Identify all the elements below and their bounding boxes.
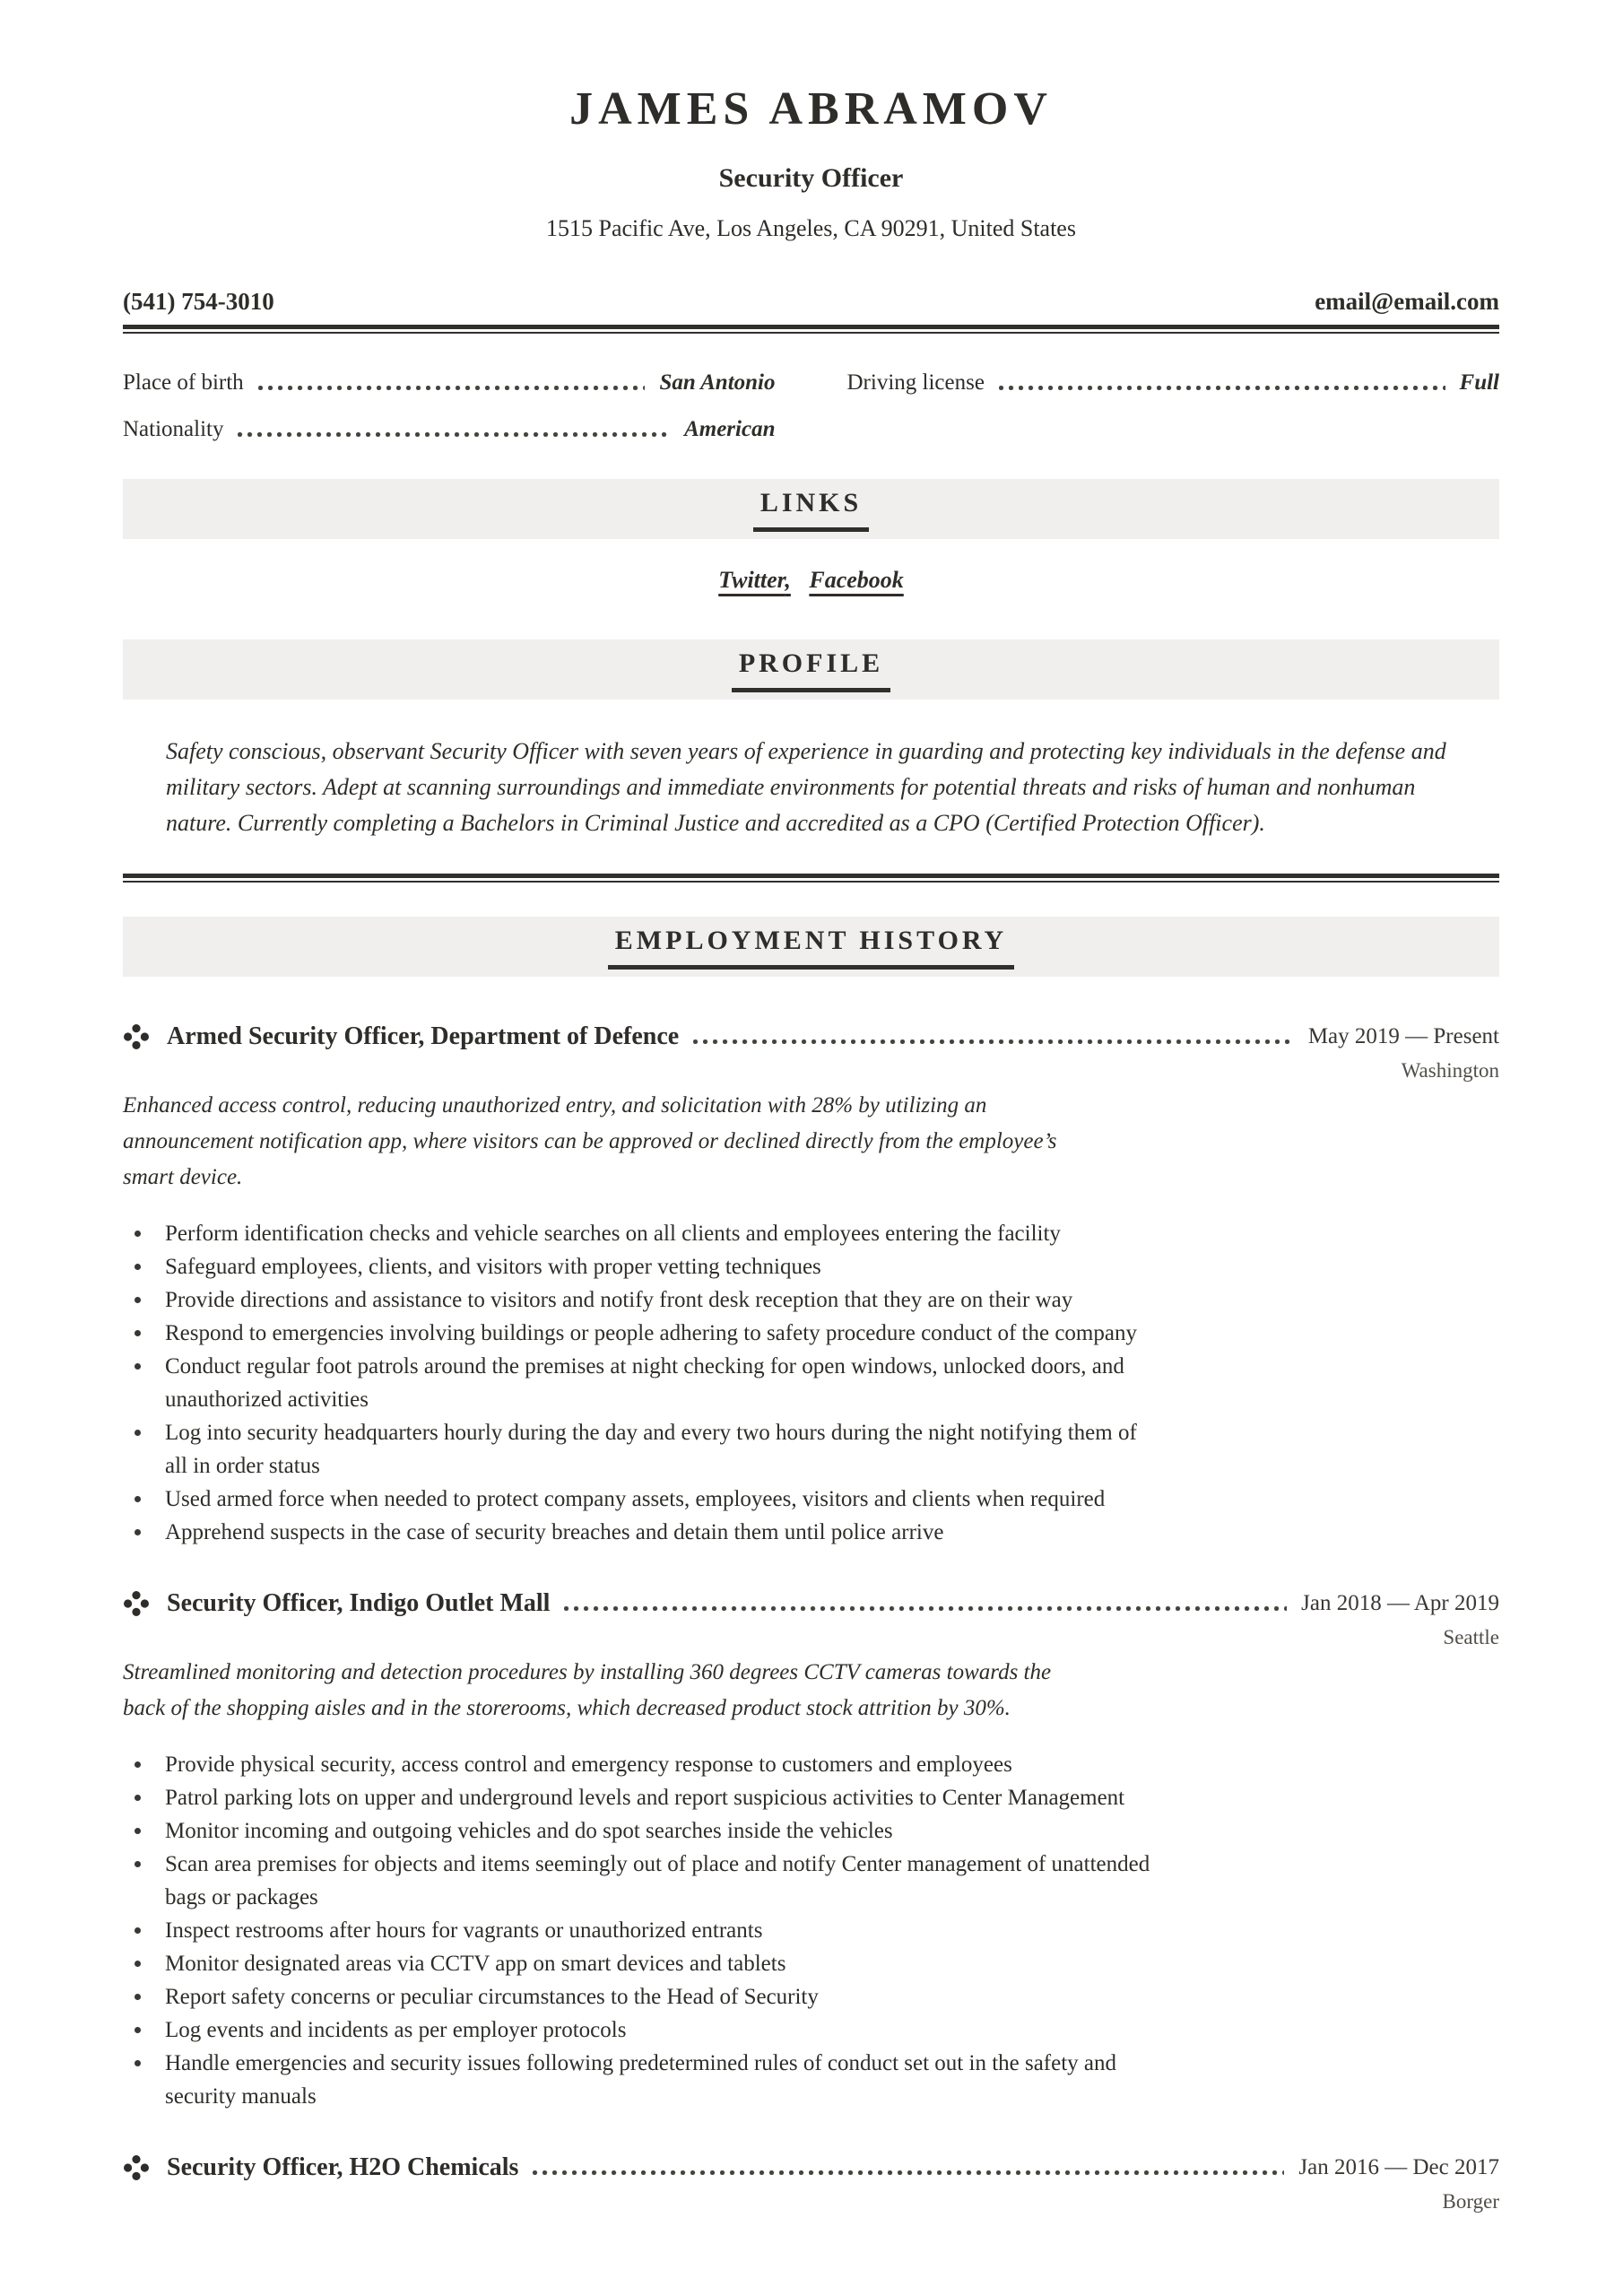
bullet-item: Monitor designated areas via CCTV app on smart devices and tablets <box>123 1947 1160 1980</box>
clover-icon <box>123 2154 150 2181</box>
dotted-leader <box>564 1606 1287 1611</box>
phone-number: (541) 754-3010 <box>123 288 274 315</box>
profile-section-band <box>123 639 1499 700</box>
job-location: Seattle <box>1443 1626 1499 1648</box>
bullet-item: Monitor incoming and outgoing vehicles and do spot searches inside the vehicles <box>123 1814 1160 1848</box>
dotted-leader <box>999 386 1445 390</box>
job-head <box>123 1022 1499 1052</box>
bullet-item: Provide physical security, access control and emergency response to customers and employees <box>123 1748 1160 1781</box>
detail-value: Full <box>1459 370 1499 395</box>
job-bullets <box>123 1748 1499 2113</box>
detail-label: Place of birth <box>123 370 244 395</box>
email-address: email@email.com <box>1315 288 1499 315</box>
profile-divider <box>123 874 1499 883</box>
job-location: Borger <box>1442 2190 1499 2213</box>
candidate-name: JAMES ABRAMOV <box>569 83 1053 135</box>
bullet-item: Patrol parking lots on upper and underground levels and report suspicious activities to Center Management <box>123 1781 1160 1814</box>
links-heading: LINKS <box>753 487 869 532</box>
job-summary: Streamlined monitoring and detection procedures by installing 360 degrees CCTV cameras towards the back of the shopping aisles and in the storerooms, which decreased product stock attrition by 30%. <box>123 1660 1052 1720</box>
job-dates: Jan 2018 — Apr 2019 <box>1301 1591 1499 1615</box>
detail-row <box>123 370 776 396</box>
job-dates: Jan 2016 — Dec 2017 <box>1298 2155 1499 2179</box>
candidate-job-title: Security Officer <box>718 163 904 193</box>
detail-label: Driving license <box>846 370 985 395</box>
detail-row <box>847 370 1500 396</box>
links-section-band <box>123 479 1499 539</box>
profile-text: Safety conscious, observant Security Officer with seven years of experience in guarding and protecting key individuals in the defense and military sectors. Adept at scanning surroundings and immediate environments for potential threats and risks of human and nonhuman nature. Currently completing a Bachelors in Criminal Justice and accredited as a CPO (Certified Protection Officer). <box>166 738 1446 836</box>
profile-heading: PROFILE <box>732 648 890 692</box>
job-entry <box>123 1588 1499 2113</box>
job-bullets <box>123 1217 1499 1549</box>
clover-icon <box>123 1590 150 1617</box>
external-link[interactable]: Twitter , <box>718 567 791 593</box>
job-title: Security Officer, Indigo Outlet Mall <box>167 1589 551 1617</box>
employment-heading: EMPLOYMENT HISTORY <box>608 925 1014 970</box>
bullet-item: Conduct regular foot patrols around the premises at night checking for open windows, unlocked doors, and unauthorized activities <box>123 1350 1160 1416</box>
bullet-item: Log events and incidents as per employer protocols <box>123 2013 1160 2047</box>
dotted-leader <box>258 386 646 390</box>
bullet-item: Perform identification checks and vehicle searches on all clients and employees entering the facility <box>123 1217 1160 1250</box>
dotted-leader <box>693 1039 1294 1044</box>
job-title: Armed Security Officer, Department of Defence <box>167 1022 680 1050</box>
address-line: 1515 Pacific Ave, Los Angeles, CA 90291, United States <box>546 215 1076 241</box>
bullet-item: Apprehend suspects in the case of security breaches and detain them until police arrive <box>123 1516 1160 1549</box>
detail-label: Nationality <box>123 417 224 441</box>
job-entry <box>123 1022 1499 1549</box>
bullet-item: Report safety concerns or peculiar circumstances to the Head of Security <box>123 1980 1160 2013</box>
job-location: Washington <box>1401 1059 1499 1082</box>
contact-row <box>123 287 1499 316</box>
bullet-item: Provide directions and assistance to visitors and notify front desk reception that they are on their way <box>123 1283 1160 1317</box>
bullet-item: Safeguard employees, clients, and visitors with proper vetting techniques <box>123 1250 1160 1283</box>
job-head <box>123 2152 1499 2183</box>
dotted-leader <box>533 2170 1284 2175</box>
job-head <box>123 1588 1499 1619</box>
bullet-item: Scan area premises for objects and items seemingly out of place and notify Center management of unattended bags or packages <box>123 1848 1160 1914</box>
job-summary: Enhanced access control, reducing unauthorized entry, and solicitation with 28% by utilizing an announcement notification app, where visitors can be approved or declined directly from the employee’s smart device. <box>123 1093 1057 1189</box>
dotted-leader <box>238 432 670 437</box>
external-link[interactable]: Facebook <box>809 567 904 593</box>
job-dates: May 2019 — Present <box>1307 1024 1499 1048</box>
header-divider <box>123 325 1499 334</box>
bullet-item: Used armed force when needed to protect company assets, employees, visitors and clients when required <box>123 1483 1160 1516</box>
detail-row <box>123 416 776 443</box>
detail-value: San Antonio <box>659 370 776 395</box>
links-row <box>123 566 1499 595</box>
bullet-item: Inspect restrooms after hours for vagrants or unauthorized entrants <box>123 1914 1160 1947</box>
detail-value: American <box>684 417 776 441</box>
job-title: Security Officer, H2O Chemicals <box>167 2153 519 2181</box>
personal-details <box>123 370 1499 443</box>
job-entry <box>123 2152 1499 2213</box>
bullet-item: Handle emergencies and security issues following predetermined rules of conduct set out in the safety and security manuals <box>123 2047 1160 2113</box>
jobs-list <box>123 1022 1499 2213</box>
employment-section-band <box>123 917 1499 977</box>
bullet-item: Respond to emergencies involving buildings or people adhering to safety procedure conduct of the company <box>123 1317 1160 1350</box>
bullet-item: Log into security headquarters hourly during the day and every two hours during the night notifying them of all in order status <box>123 1416 1160 1483</box>
clover-icon <box>123 1023 150 1050</box>
